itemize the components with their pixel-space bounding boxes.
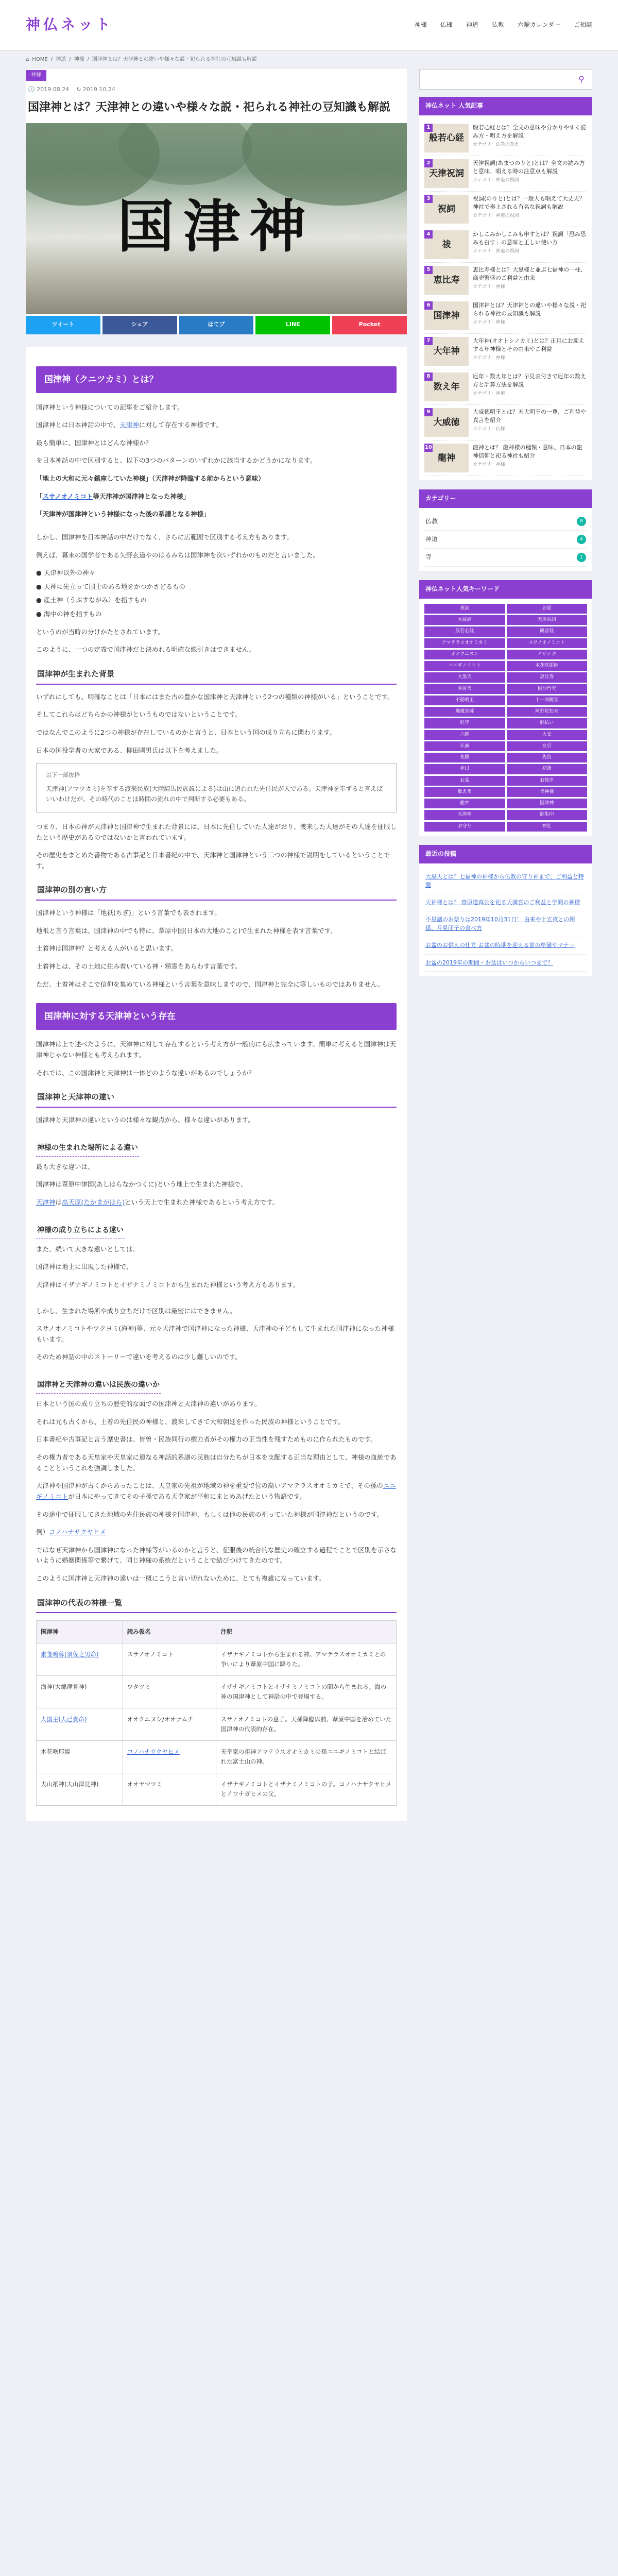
post-dates bbox=[26, 81, 407, 97]
keyword-tag[interactable]: 初詣 bbox=[507, 764, 588, 774]
ranking-item[interactable] bbox=[424, 156, 587, 192]
ranking-thumbnail: 9 大威徳 bbox=[424, 408, 469, 437]
recent-posts-list bbox=[419, 863, 592, 976]
home-icon: ⌂ bbox=[26, 56, 29, 62]
category-tag[interactable]: 神様 bbox=[26, 70, 46, 81]
ranking-category: カテゴリ：神道の祝詞 bbox=[473, 177, 519, 183]
keyword-tag[interactable]: 観音経 bbox=[507, 626, 588, 636]
keyword-tag[interactable]: 先負 bbox=[507, 753, 588, 762]
ranking-category: カテゴリ：神道の祝詞 bbox=[473, 248, 519, 254]
link-ninigi[interactable]: ニニギノミコト bbox=[36, 1482, 396, 1500]
global-nav bbox=[415, 17, 592, 33]
eyecatch-text: 国津神 bbox=[117, 193, 315, 260]
table-cell[interactable]: 素戔嗚尊(須佐之男命) bbox=[37, 1643, 123, 1676]
keyword-tag[interactable]: 十一面観音 bbox=[507, 696, 588, 705]
table-cell: イザナギノミコトとイザナミノミコトの間から生まれる。海の神の国津神として神話の中で登場する。 bbox=[216, 1676, 397, 1708]
ranking-title: 天津祝詞(あまつのりと)とは？全文の読み方と意味、唱える時の注意点も解説 bbox=[473, 159, 585, 175]
published-date: 🕓 2019.08.24 bbox=[28, 86, 70, 93]
subsection-heading: 国津神の代表の神様一覧 bbox=[36, 1595, 397, 1614]
table-cell: 天皇家の祖神アマテラスオオミカミの孫ニニギノミコトと結ばれた富士山の神。 bbox=[216, 1741, 397, 1773]
paragraph: 「スサノオノミコト等天津神が国津神となった神様」 bbox=[36, 492, 190, 500]
breadcrumb-item[interactable]: 神道 bbox=[56, 56, 66, 62]
nav-item[interactable]: 仏様 bbox=[440, 21, 453, 28]
ranking-item[interactable] bbox=[424, 334, 587, 369]
paragraph: その権力者である天皇家や天皇家に連なる神話的系譜の民族は自分たちが日本を支配する正当な理由として、神様の血統であることというこれを強調しました。 bbox=[36, 1453, 397, 1472]
paragraph: 例えば、幕末の国学者である矢野玄道やのはるみちは国津神を次いずれかのものだと言いました。 bbox=[36, 551, 320, 559]
keyword-tag[interactable]: 般若心経 bbox=[424, 626, 505, 636]
paragraph: を日本神話の中で区別すると、以下の3つのパターンのいずれかに該当するかどうかになります。 bbox=[36, 456, 317, 465]
section-heading: 国津神に対する天津神という存在 bbox=[36, 1003, 397, 1030]
keyword-tag[interactable]: スサノオノミコト bbox=[507, 638, 588, 648]
ranking-thumbnail: 4 祓 bbox=[424, 230, 469, 259]
category-count: 1 bbox=[577, 553, 586, 562]
nav-item[interactable]: 神様 bbox=[414, 21, 427, 28]
ranking-thumbnail: 2 天津祝詞 bbox=[424, 159, 469, 188]
paragraph: このように、一つの定義で国津神だと決めれる明確な線引きはできません。 bbox=[36, 646, 255, 654]
keyword-tag[interactable]: アマテラスオオミカミ bbox=[424, 638, 505, 648]
keyword-tag[interactable]: 年神様 bbox=[507, 787, 588, 797]
paragraph: 日本書紀や古事記と言う歴史書は、皆曽・民族同行の権力者がその権力の正当性を残すためものに作られたものです。 bbox=[36, 1435, 377, 1444]
link-takamagahara[interactable]: 高天原(たかまがはら) bbox=[62, 1198, 125, 1206]
paragraph: それでは、この国津神と天津神は一体どのような違いがあるのでしょうか？ bbox=[36, 1069, 255, 1077]
ranking-title: 大威徳明王とは？五大明王の一尊、ご利益や真言を紹介 bbox=[473, 408, 586, 423]
ranking-title: 国津神とは？天津神との違いや様々な説・祀られる神社の豆知識も解説 bbox=[473, 301, 586, 317]
keyword-tag[interactable]: 国津神 bbox=[507, 799, 588, 808]
ranking-title: 恵比寿様とは？大黒様と並ぶ七福神の一柱、商売繁盛のご利益と由来 bbox=[473, 266, 586, 281]
subsection-heading: 国津神と天津神の違い bbox=[36, 1089, 397, 1108]
paragraph: スサノオノミコトやツクヨミ(海神)等、元々天津神で国津神になった神様、天津神の子どもして生まれた国津神になった神様もいます。 bbox=[36, 1325, 394, 1343]
recent-post[interactable]: 大黒天とは？七福神の神様から仏教の守り神まで、ご利益と特徴 bbox=[424, 869, 587, 894]
breadcrumb-item[interactable]: 神様 bbox=[74, 56, 84, 62]
minor-heading: 国津神と天津神の違いは民族の違いか bbox=[36, 1378, 161, 1394]
line-share-button[interactable]: LINE bbox=[255, 316, 330, 334]
nav-item[interactable]: ご相談 bbox=[573, 21, 592, 28]
twitter-share-button[interactable]: ツイート bbox=[26, 316, 100, 334]
table-cell: オオクニヌシ/オオナムチ bbox=[123, 1708, 216, 1741]
ranking-item[interactable] bbox=[424, 227, 587, 263]
ranking-category: カテゴリ：神道 bbox=[473, 391, 505, 396]
keyword-tag[interactable]: 厄年 bbox=[424, 718, 505, 728]
minor-heading: 神様の生まれた場所による違い bbox=[36, 1141, 139, 1157]
keyword-tag[interactable]: 天津祝詞 bbox=[507, 615, 588, 625]
category-list bbox=[419, 508, 592, 571]
ranking-item[interactable] bbox=[424, 121, 587, 156]
keyword-tag[interactable]: 厄払い bbox=[507, 718, 588, 728]
paragraph: このように国津神と天津神の違いは一概にこうと言い切れないために、とても複雑になっています。 bbox=[36, 1574, 325, 1583]
paragraph: 国津神とは日本神話の中で、天津神に対して存在する神様です。 bbox=[36, 421, 222, 429]
link-amatsukami[interactable]: 天津神 bbox=[36, 1198, 56, 1206]
ranking-thumbnail: 7 大年神 bbox=[424, 337, 469, 366]
table-row bbox=[37, 1643, 397, 1676]
facebook-share-button[interactable]: シェア bbox=[102, 316, 177, 334]
link-amatsukami[interactable]: 天津神 bbox=[119, 421, 139, 429]
sidebar bbox=[419, 69, 592, 1821]
ranking-title: 龍神とは？ 龍神様の種類・意味、日本の龍神信仰と祀る神社も紹介 bbox=[473, 444, 582, 459]
ranking-category: カテゴリ：神道の祝詞 bbox=[473, 213, 519, 218]
paragraph: 国津神と天津神の違いというのは様々な観点から、様々な違いがあります。 bbox=[36, 1115, 255, 1124]
paragraph: 例）コノハナサクヤヒメ bbox=[36, 1528, 107, 1536]
ranking-thumbnail: 1 般若心経 bbox=[424, 124, 469, 152]
site-header bbox=[0, 0, 618, 50]
keyword-tag[interactable]: お経 bbox=[507, 604, 588, 614]
ranking-item[interactable] bbox=[424, 405, 587, 440]
search-input[interactable] bbox=[420, 76, 571, 83]
keyword-tag[interactable]: お彼岸 bbox=[507, 776, 588, 786]
paragraph: 土着神とは、その土地に住み着いている神・精霊をあらわす言葉です。 bbox=[36, 962, 242, 971]
table-header: 読み仮名 bbox=[123, 1621, 216, 1643]
link-konohanasakuya[interactable]: コノハナサクヤヒメ bbox=[49, 1528, 107, 1536]
keyword-tag[interactable]: 天津神 bbox=[424, 810, 505, 820]
paragraph: いずれにしても、明確なことは「日本にはまた古の豊かな国津神と天津神という2つの種類の神様がいる」ということです。 bbox=[36, 692, 394, 701]
keyword-tag[interactable]: 先勝 bbox=[424, 753, 505, 762]
subsection-heading: 国津神の別の言い方 bbox=[36, 882, 397, 901]
ranking-item[interactable] bbox=[424, 369, 587, 405]
keyword-tag[interactable]: 祝詞 bbox=[424, 604, 505, 614]
keyword-tag[interactable]: 地蔵菩薩 bbox=[424, 707, 505, 717]
recent-post[interactable]: お盆の2019年の期間・お盆はいつからいつまで？ bbox=[424, 955, 587, 972]
search-box bbox=[419, 69, 592, 90]
ranking-item[interactable] bbox=[424, 263, 587, 298]
keywords-heading: 神仏ネット人気キーワード bbox=[419, 580, 592, 599]
keyword-tag[interactable]: 毘沙門天 bbox=[507, 684, 588, 694]
ranking-thumbnail: 6 国津神 bbox=[424, 301, 469, 330]
paragraph: 地祇と言う言葉は、国津神の中でも特に、葦原中国(日本の大地のこと)で生まれた神様を表す言葉です。 bbox=[36, 926, 337, 935]
quote-body: 天津神(アマツカミ)を奉ずる渡来民族(大陸騎馬民族説による)は山に追われた先住民が人である。天津神を奉ずると言えばいいわけだが、その時代のことは時間の流れの中で判断する必要もある。 bbox=[46, 785, 383, 803]
paragraph: 日本の国役学者の大家である、柳田國男氏は以下を考えました。 bbox=[36, 746, 223, 754]
recent-posts-heading: 最近の投稿 bbox=[419, 845, 592, 863]
paragraph: 「天津神が国津神という神様になった後の系譜となる神様」 bbox=[36, 510, 210, 518]
keyword-tag[interactable]: 数え年 bbox=[424, 787, 505, 797]
keyword-tag[interactable]: 大祓詞 bbox=[424, 615, 505, 625]
ranking-category: カテゴリ：神様 bbox=[473, 355, 505, 361]
definition-list bbox=[36, 568, 397, 620]
table-cell: イザナギノミコトとイザナミノミコトの子。コノハナサクヤヒメとイワナガヒメの父。 bbox=[216, 1773, 397, 1806]
paragraph: ではなぜ天津神から国津神になった神様等がいるのかと言うと、征服後の統合的な歴史の確立する過程でことで区別を示さないように婚姻関係等で繋げて、同じ神様の系統だということで結びつけてきたのです。 bbox=[36, 1546, 397, 1565]
category-item[interactable]: 仏教 8 bbox=[424, 513, 587, 531]
paragraph: 日本という国の成り立ちの歴史的な面での国津神と天津神の違いがあります。 bbox=[36, 1400, 261, 1408]
breadcrumb: ⌂ HOME / 神道 / 神様 / 国津神とは？天津神との違いや様々な説・祀られる神社の豆知識も解説 bbox=[0, 50, 618, 69]
table-row bbox=[37, 1741, 397, 1773]
table-cell[interactable]: コノハナサクヤヒメ bbox=[123, 1741, 216, 1773]
paragraph: ではなんでこのように2つの神様が存在しているのかと言うと、日本という国の成り立ちに関わります。 bbox=[36, 728, 336, 736]
table-row bbox=[37, 1676, 397, 1708]
table-cell: ワタツミ bbox=[123, 1676, 216, 1708]
paragraph: というのが当時の分けかたとされています。 bbox=[36, 628, 165, 636]
paragraph: 土着神は国津神？と考える人がいると思います。 bbox=[36, 944, 178, 953]
paragraph: それは元も古くから、土着の先住民の神様と、渡来してきて大和朝廷を作った民族の神様ということです。 bbox=[36, 1417, 345, 1426]
categories-heading: カテゴリー bbox=[419, 489, 592, 508]
paragraph: 国津神という神様についての記事をご紹介します。 bbox=[36, 403, 184, 411]
category-item[interactable]: 神道 4 bbox=[424, 531, 587, 549]
keyword-tag[interactable]: 弁財天 bbox=[424, 684, 505, 694]
table-cell[interactable]: 大国主(大己貴命) bbox=[37, 1708, 123, 1741]
ranking-thumbnail: 8 数え年 bbox=[424, 372, 469, 401]
site-logo[interactable]: 神仏ネット bbox=[26, 16, 114, 33]
ranking-title: かしこみかしこみも申すとは？祝詞「恐み恐みも白す」の意味と正しい使い方 bbox=[473, 230, 586, 246]
paragraph: ただ、土着神はそこで信仰を集めている神様という言葉を意味しますので、国津神と完全に等しいものではありません。 bbox=[36, 980, 384, 988]
share-buttons bbox=[26, 316, 407, 334]
paragraph: しかし、生まれた場所や成り立ちだけで区別は厳密にはできません。 bbox=[36, 1307, 236, 1315]
keyword-tag[interactable]: 御朱印 bbox=[507, 810, 588, 820]
keyword-tag[interactable]: ニニギノミコト bbox=[424, 661, 505, 671]
keyword-tag[interactable]: イザナギ bbox=[507, 650, 588, 659]
table-cell: イザナギノミコトから生まれる神。アマテラスオオミカミとの争いにより葦原中国に降りた。 bbox=[216, 1643, 397, 1676]
keyword-tag[interactable]: 大黒天 bbox=[424, 672, 505, 682]
paragraph: 最も簡単に、国津神とはどんな神様か？ bbox=[36, 438, 152, 447]
keyword-tag[interactable]: 恵比寿 bbox=[507, 672, 588, 682]
table-cell: スサノオノミコト bbox=[123, 1643, 216, 1676]
link-susanoo[interactable]: スサノオノミコト bbox=[42, 492, 93, 500]
table-cell: 海神(大綿津見神) bbox=[37, 1676, 123, 1708]
keyword-tag[interactable]: 仏滅 bbox=[424, 741, 505, 751]
ranking-category: カテゴリ：神様 bbox=[473, 284, 505, 290]
keyword-tag[interactable]: 神社 bbox=[507, 822, 588, 832]
ranking-category: カテゴリ：神様 bbox=[473, 319, 505, 325]
keyword-tag[interactable]: 不動明王 bbox=[424, 696, 505, 705]
ranking-title: 祝詞(のりと)とは？一般人も唱えて大丈夫？神社で奏上される有名な祝詞も解説 bbox=[473, 195, 585, 210]
table-header: 注釈 bbox=[216, 1621, 397, 1643]
table-header-row bbox=[37, 1621, 397, 1643]
ranking-category: カテゴリ：仏教の教え bbox=[473, 142, 519, 147]
ranking-thumbnail: 3 祝詞 bbox=[424, 195, 469, 224]
article-header bbox=[26, 69, 407, 334]
table-row bbox=[37, 1708, 397, 1741]
paragraph: 最も大きな違いは、 bbox=[36, 1162, 94, 1171]
search-icon[interactable]: ⚲ bbox=[578, 74, 585, 84]
keyword-tag[interactable]: 友引 bbox=[507, 741, 588, 751]
ranking-heading: 神仏ネット 人気記事 bbox=[419, 97, 592, 115]
paragraph: その歴史をまとめた書物である古事記と日本書紀の中で、天津神と国津神という二つの神様で説明をしているということです。 bbox=[36, 851, 390, 870]
paragraph: 「地上の大和に元々鎮座していた神様」（天津神が降臨する前からという意味） bbox=[36, 474, 265, 483]
table-cell: 大山祇神(大山津見神) bbox=[37, 1773, 123, 1806]
paragraph: また、続いて大きな違いとしては、 bbox=[36, 1245, 140, 1253]
nav-item[interactable]: 神道 bbox=[466, 21, 478, 28]
updated-date: ↻ 2019.10.24 bbox=[76, 86, 115, 93]
article-body bbox=[26, 347, 407, 1822]
nav-item[interactable]: 六曜カレンダー bbox=[517, 21, 560, 28]
keyword-tag[interactable]: オオクニヌシ bbox=[424, 650, 505, 659]
paragraph: つまり、日本の神が天津神と国津神で生まれた背景には、日本に先住していた人達がおり、渡来した人達がその人達を征服したという歴史があるのではないかと言われています。 bbox=[36, 822, 397, 841]
ranking-thumbnail: 5 恵比寿 bbox=[424, 266, 469, 295]
keyword-tag[interactable]: 赤口 bbox=[424, 764, 505, 774]
keyword-tag[interactable]: 龍神 bbox=[424, 799, 505, 808]
table-header: 国津神 bbox=[37, 1621, 123, 1643]
keyword-tag[interactable]: 六曜 bbox=[424, 730, 505, 740]
main-content bbox=[26, 69, 407, 1821]
keyword-cloud bbox=[419, 599, 592, 836]
eyecatch-image bbox=[26, 123, 407, 314]
paragraph: 天津神はイザナギノミコトとイザナミノミコトから生まれた神様という考え方もあります。 bbox=[36, 1280, 300, 1289]
ranking-title: 厄年・数え年とは？早見表付きで厄年の数え方と計算方法を解説 bbox=[473, 372, 586, 388]
ranking-category: カテゴリ：神様 bbox=[473, 462, 505, 467]
recent-post[interactable]: 不思議のお祭りは2019年10月31日！ 由来や十五夜との関係、月見団子の食べ方 bbox=[424, 911, 587, 937]
keyword-tag[interactable]: 大安 bbox=[507, 730, 588, 740]
paragraph: 国津神という神様は「地祇(ちぎ)」という言葉でも表されます。 bbox=[36, 909, 221, 917]
table-cell: 木花咲耶姫 bbox=[37, 1741, 123, 1773]
ranking-title: 大年神(オオトシノカミ)とは？正月にお迎えする年神様とその由来やご利益 bbox=[473, 337, 585, 352]
nav-item[interactable]: 仏教 bbox=[491, 21, 504, 28]
ranking-item[interactable] bbox=[424, 298, 587, 334]
category-count: 4 bbox=[577, 535, 586, 544]
page-title: 国津神とは？天津神との違いや様々な説・祀られる神社の豆知識も解説 bbox=[28, 100, 391, 114]
category-count: 8 bbox=[577, 517, 586, 526]
paragraph: 国津神は葦原中津国(あしはらなかつくに)という地上で生まれた神様で、 bbox=[36, 1180, 247, 1189]
paragraph: 天津神や国津神が古くからあったことは、天皇家の先祖が地域の神を重要で位の高いアマテラスオオミカミで、その孫のニニギノミコトが日本にやってきてその子孫である天皇家が平和にまとめあげたという物語です。 bbox=[36, 1482, 396, 1500]
ranking-thumbnail: 10 龍神 bbox=[424, 444, 469, 472]
paragraph: 天津神は高天原(たかまがはら)という天上で生まれた神様であるという考え方です。 bbox=[36, 1198, 279, 1206]
minor-heading: 神様の成り立ちによる違い bbox=[36, 1224, 125, 1239]
breadcrumb-current: 国津神とは？天津神との違いや様々な説・祀られる神社の豆知識も解説 bbox=[92, 56, 257, 62]
quote-box bbox=[36, 763, 397, 812]
list-item: ● 海中の神を指すもの bbox=[36, 610, 102, 618]
paragraph: そしてこれらはどちらかの神様がというものではないということです。 bbox=[36, 710, 242, 719]
paragraph: 国津神は地上に出現した神様で、 bbox=[36, 1263, 133, 1271]
keyword-tag[interactable]: お盆 bbox=[424, 776, 505, 786]
paragraph: その途中で征服してきた地域の先住民族の神様を国津神、もしくは他の民族の祀っていた神様が国津神だというのです。 bbox=[36, 1510, 384, 1518]
paragraph: 国津神は上で述べたように、天津神に対して存在するという考え方が一般的にも広まっています。簡単に考えると国津神は天津神じゃない神様とも考えられます。 bbox=[36, 1040, 397, 1059]
pocket-share-button[interactable]: Pocket bbox=[332, 316, 407, 334]
quote-head: 以下一部抜粋 bbox=[46, 772, 80, 779]
keyword-tag[interactable]: 阿弥陀如来 bbox=[507, 707, 588, 717]
list-item: ● 産土神（うぶすながみ）を指すもの bbox=[36, 596, 147, 604]
table-cell: オオヤマツミ bbox=[123, 1773, 216, 1806]
subsection-heading: 国津神が生まれた背景 bbox=[36, 666, 397, 685]
recent-post[interactable]: お盆のお供えの仕方 お盆の時期を迎える前の準備やマナー bbox=[424, 937, 587, 955]
keyword-tag[interactable]: 木花咲耶姫 bbox=[507, 661, 588, 671]
ranking-item[interactable] bbox=[424, 192, 587, 227]
ranking-category: カテゴリ：仏様 bbox=[473, 426, 505, 432]
deity-table bbox=[36, 1620, 397, 1806]
breadcrumb-item[interactable]: HOME bbox=[32, 56, 48, 62]
table-cell: スサノオノミコトの息子。天孫降臨以前、葦原中国を治めていた国津神の代表的存在。 bbox=[216, 1708, 397, 1741]
keyword-tag[interactable]: お守り bbox=[424, 822, 505, 832]
ranking-item[interactable] bbox=[424, 440, 587, 476]
paragraph: そのため神話の中のストーリーで違いを考えるのは少し難しいのです。 bbox=[36, 1353, 242, 1361]
paragraph: しかし、国津神を日本神話の中だけでなく、さらに広範囲で区別する考え方もあります。 bbox=[36, 533, 293, 541]
table-row bbox=[37, 1773, 397, 1806]
category-item[interactable]: 寺 1 bbox=[424, 549, 587, 567]
ranking-title: 般若心経とは？全文の意味や分かりやすく読み方・唱え方を解説 bbox=[473, 124, 586, 139]
hatena-share-button[interactable]: はてブ bbox=[179, 316, 254, 334]
list-item: ● 天津神以外の神々 bbox=[36, 569, 95, 577]
ranking-list bbox=[419, 115, 592, 480]
recent-post[interactable]: 天神様とは？ 菅原道真公を祀る天満宮のご利益と学問の神様 bbox=[424, 894, 587, 912]
list-item: ● 天神に先立って国土のある地をかつかさどるもの bbox=[36, 582, 185, 590]
section-heading: 国津神（クニツカミ）とは？ bbox=[36, 366, 397, 393]
